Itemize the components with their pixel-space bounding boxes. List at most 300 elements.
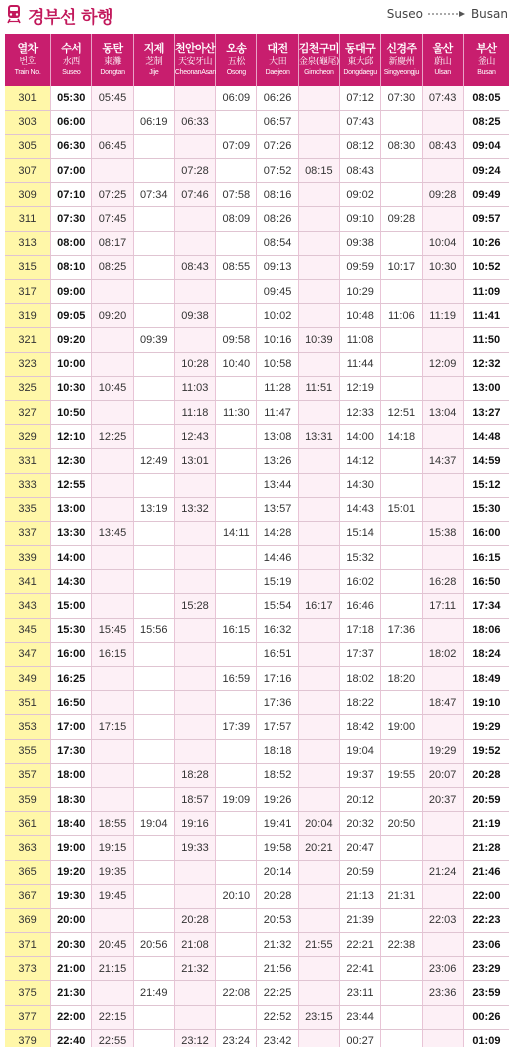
departure-time-cell: 12:10	[51, 425, 92, 449]
departure-time-cell: 22:00	[51, 1005, 92, 1029]
stop-time-cell: 06:19	[133, 110, 174, 134]
stop-time-cell	[381, 280, 422, 304]
stop-time-cell	[133, 159, 174, 183]
departure-time-cell: 13:30	[51, 521, 92, 545]
table-row	[5, 86, 509, 110]
arrival-time-cell: 19:52	[463, 739, 509, 763]
stop-time-cell	[133, 207, 174, 231]
departure-time-cell: 14:30	[51, 570, 92, 594]
stop-time-cell	[92, 159, 133, 183]
arrival-time-cell: 11:41	[463, 304, 509, 328]
stop-time-cell	[174, 642, 215, 666]
train-number-cell: 315	[5, 255, 51, 279]
stop-time-cell	[174, 691, 215, 715]
header-label-hanja: 水西	[62, 57, 80, 67]
stop-time-cell	[422, 836, 463, 860]
table-row	[5, 618, 509, 642]
stop-time-cell: 17:15	[92, 715, 133, 739]
stop-time-cell: 18:28	[174, 763, 215, 787]
stop-time-cell: 23:06	[422, 957, 463, 981]
stop-time-cell: 19:35	[92, 860, 133, 884]
stop-time-cell: 11:08	[339, 328, 380, 352]
stop-time-cell	[298, 763, 339, 787]
train-number-cell: 333	[5, 473, 51, 497]
stop-time-cell	[174, 521, 215, 545]
stop-time-cell: 20:45	[92, 933, 133, 957]
stop-time-cell: 22:38	[381, 933, 422, 957]
stop-time-cell: 07:43	[422, 86, 463, 110]
stop-time-cell: 10:39	[298, 328, 339, 352]
header-label-hanja: 번호	[19, 57, 36, 67]
stop-time-cell: 15:28	[174, 594, 215, 618]
header-bar	[0, 0, 514, 30]
header-label-en: CheonanAsan	[174, 69, 216, 76]
stop-time-cell	[422, 884, 463, 908]
stop-time-cell: 09:58	[216, 328, 257, 352]
departure-time-cell: 05:30	[51, 86, 92, 110]
table-row	[5, 1029, 509, 1047]
table-row	[5, 449, 509, 473]
arrival-time-cell: 11:09	[463, 280, 509, 304]
train-number-cell: 311	[5, 207, 51, 231]
table-row	[5, 812, 509, 836]
stop-time-cell: 14:28	[257, 521, 298, 545]
stop-time-cell: 22:08	[216, 981, 257, 1005]
stop-time-cell	[133, 1029, 174, 1047]
stop-time-cell: 15:45	[92, 618, 133, 642]
stop-time-cell	[133, 787, 174, 811]
train-number-cell: 323	[5, 352, 51, 376]
direction-indicator	[387, 7, 508, 21]
header-label-hanja: 釜山	[477, 57, 495, 67]
stop-time-cell	[216, 376, 257, 400]
train-number-cell: 347	[5, 642, 51, 666]
stop-time-cell	[174, 860, 215, 884]
stop-time-cell	[133, 425, 174, 449]
train-number-cell: 351	[5, 691, 51, 715]
stop-time-cell: 08:26	[257, 207, 298, 231]
arrival-time-cell: 23:06	[463, 933, 509, 957]
stop-time-cell	[174, 546, 215, 570]
stop-time-cell	[298, 521, 339, 545]
stop-time-cell: 10:30	[422, 255, 463, 279]
stop-time-cell: 18:02	[422, 642, 463, 666]
stop-time-cell: 00:27	[339, 1029, 380, 1047]
stop-time-cell	[298, 715, 339, 739]
arrival-time-cell: 18:49	[463, 667, 509, 691]
stop-time-cell	[92, 787, 133, 811]
stop-time-cell	[133, 860, 174, 884]
stop-time-cell	[174, 328, 215, 352]
stop-time-cell: 19:58	[257, 836, 298, 860]
stop-time-cell	[422, 497, 463, 521]
stop-time-cell	[422, 280, 463, 304]
stop-time-cell: 21:15	[92, 957, 133, 981]
table-row	[5, 207, 509, 231]
table-row	[5, 255, 509, 279]
departure-time-cell: 18:00	[51, 763, 92, 787]
stop-time-cell: 07:26	[257, 134, 298, 158]
stop-time-cell	[92, 449, 133, 473]
stop-time-cell	[92, 981, 133, 1005]
stop-time-cell	[381, 231, 422, 255]
stop-time-cell: 21:13	[339, 884, 380, 908]
stop-time-cell: 09:38	[174, 304, 215, 328]
header-label-en: Dongtan	[100, 69, 125, 76]
departure-time-cell: 17:30	[51, 739, 92, 763]
table-row	[5, 183, 509, 207]
stop-time-cell: 12:51	[381, 400, 422, 424]
stop-time-cell	[92, 280, 133, 304]
departure-time-cell: 12:55	[51, 473, 92, 497]
table-row	[5, 691, 509, 715]
train-number-cell: 307	[5, 159, 51, 183]
stop-time-cell	[381, 473, 422, 497]
stop-time-cell: 21:55	[298, 933, 339, 957]
header-label-ko: 동대구	[345, 42, 376, 55]
stop-time-cell	[381, 981, 422, 1005]
stop-time-cell	[381, 159, 422, 183]
stop-time-cell	[174, 134, 215, 158]
stop-time-cell: 16:46	[339, 594, 380, 618]
train-number-cell: 337	[5, 521, 51, 545]
stop-time-cell	[422, 110, 463, 134]
stop-time-cell: 14:00	[339, 425, 380, 449]
stop-time-cell: 09:10	[339, 207, 380, 231]
stop-time-cell	[298, 280, 339, 304]
table-row	[5, 642, 509, 666]
stop-time-cell	[422, 159, 463, 183]
stop-time-cell: 13:26	[257, 449, 298, 473]
arrival-time-cell: 11:50	[463, 328, 509, 352]
stop-time-cell: 12:25	[92, 425, 133, 449]
stop-time-cell	[216, 957, 257, 981]
stop-time-cell	[216, 933, 257, 957]
stop-time-cell: 19:16	[174, 812, 215, 836]
stop-time-cell	[174, 207, 215, 231]
departure-time-cell: 19:20	[51, 860, 92, 884]
arrival-time-cell: 12:32	[463, 352, 509, 376]
header-label-en: Dongdaegu	[343, 69, 377, 76]
header-label-ko: 대전	[267, 42, 288, 55]
stop-time-cell: 14:30	[339, 473, 380, 497]
stop-time-cell: 09:59	[339, 255, 380, 279]
stop-time-cell: 17:37	[339, 642, 380, 666]
stop-time-cell: 11:03	[174, 376, 215, 400]
stop-time-cell: 15:56	[133, 618, 174, 642]
stop-time-cell: 19:41	[257, 812, 298, 836]
stop-time-cell	[298, 908, 339, 932]
stop-time-cell: 21:08	[174, 933, 215, 957]
stop-time-cell: 23:24	[216, 1029, 257, 1047]
stop-time-cell	[133, 376, 174, 400]
train-number-cell: 331	[5, 449, 51, 473]
stop-time-cell: 20:04	[298, 812, 339, 836]
stop-time-cell	[298, 473, 339, 497]
stop-time-cell	[298, 546, 339, 570]
stop-time-cell	[216, 449, 257, 473]
stop-time-cell: 07:12	[339, 86, 380, 110]
stop-time-cell: 19:04	[133, 812, 174, 836]
table-row	[5, 836, 509, 860]
table-row	[5, 957, 509, 981]
stop-time-cell: 08:09	[216, 207, 257, 231]
departure-time-cell: 09:20	[51, 328, 92, 352]
stop-time-cell: 23:12	[174, 1029, 215, 1047]
stop-time-cell: 07:30	[381, 86, 422, 110]
stop-time-cell	[216, 280, 257, 304]
stop-time-cell	[216, 473, 257, 497]
stop-time-cell: 21:32	[174, 957, 215, 981]
stop-time-cell: 22:55	[92, 1029, 133, 1047]
stop-time-cell	[381, 908, 422, 932]
stop-time-cell: 22:03	[422, 908, 463, 932]
stop-time-cell	[216, 231, 257, 255]
header-label-en: Suseo	[62, 69, 81, 76]
stop-time-cell	[298, 352, 339, 376]
stop-time-cell: 13:08	[257, 425, 298, 449]
table-row	[5, 304, 509, 328]
arrival-time-cell: 01:09	[463, 1029, 509, 1047]
stop-time-cell: 11:44	[339, 352, 380, 376]
train-number-cell: 353	[5, 715, 51, 739]
stop-time-cell	[381, 594, 422, 618]
arrival-time-cell: 17:34	[463, 594, 509, 618]
column-header-station	[422, 34, 463, 86]
stop-time-cell	[381, 787, 422, 811]
stop-time-cell: 22:25	[257, 981, 298, 1005]
stop-time-cell	[381, 183, 422, 207]
header-label-hanja: 新慶州	[388, 57, 415, 67]
train-number-cell: 367	[5, 884, 51, 908]
stop-time-cell: 08:17	[92, 231, 133, 255]
departure-time-cell: 14:00	[51, 546, 92, 570]
stop-time-cell	[133, 473, 174, 497]
table-row	[5, 594, 509, 618]
stop-time-cell: 09:28	[381, 207, 422, 231]
stop-time-cell: 15:19	[257, 570, 298, 594]
stop-time-cell: 08:16	[257, 183, 298, 207]
header-label-hanja: 大田	[269, 57, 287, 67]
header-label-en: Jije	[149, 69, 159, 76]
stop-time-cell	[381, 691, 422, 715]
train-number-cell: 321	[5, 328, 51, 352]
stop-time-cell	[381, 642, 422, 666]
stop-time-cell	[381, 860, 422, 884]
header-label-ko: 부산	[476, 42, 497, 55]
column-header-station	[463, 34, 509, 86]
stop-time-cell	[216, 570, 257, 594]
stop-time-cell	[381, 570, 422, 594]
stop-time-cell	[216, 763, 257, 787]
stop-time-cell	[298, 570, 339, 594]
stop-time-cell: 13:44	[257, 473, 298, 497]
table-row	[5, 134, 509, 158]
stop-time-cell: 18:22	[339, 691, 380, 715]
column-header-station	[298, 34, 339, 86]
stop-time-cell: 06:33	[174, 110, 215, 134]
stop-time-cell: 09:20	[92, 304, 133, 328]
train-number-cell: 341	[5, 570, 51, 594]
train-number-cell: 359	[5, 787, 51, 811]
arrival-time-cell: 15:12	[463, 473, 509, 497]
stop-time-cell: 20:53	[257, 908, 298, 932]
stop-time-cell: 08:30	[381, 134, 422, 158]
stop-time-cell	[298, 860, 339, 884]
stop-time-cell: 19:26	[257, 787, 298, 811]
stop-time-cell: 19:37	[339, 763, 380, 787]
departure-time-cell: 16:50	[51, 691, 92, 715]
train-number-cell: 309	[5, 183, 51, 207]
stop-time-cell	[216, 812, 257, 836]
stop-time-cell: 17:36	[257, 691, 298, 715]
stop-time-cell	[92, 691, 133, 715]
stop-time-cell: 14:11	[216, 521, 257, 545]
stop-time-cell	[298, 255, 339, 279]
arrival-time-cell: 15:30	[463, 497, 509, 521]
stop-time-cell: 10:17	[381, 255, 422, 279]
header-label-hanja: 金泉(龜尾)	[298, 57, 339, 67]
stop-time-cell	[133, 642, 174, 666]
stop-time-cell	[133, 304, 174, 328]
stop-time-cell: 05:45	[92, 86, 133, 110]
train-number-cell: 379	[5, 1029, 51, 1047]
stop-time-cell: 21:32	[257, 933, 298, 957]
arrival-time-cell: 16:00	[463, 521, 509, 545]
header-label-hanja: 東灘	[104, 57, 122, 67]
stop-time-cell	[92, 763, 133, 787]
stop-time-cell: 18:52	[257, 763, 298, 787]
table-row	[5, 521, 509, 545]
header-label-en: Gimcheon	[304, 69, 334, 76]
table-row	[5, 860, 509, 884]
departure-time-cell: 15:30	[51, 618, 92, 642]
column-header-station	[339, 34, 380, 86]
stop-time-cell	[422, 812, 463, 836]
stop-time-cell: 16:32	[257, 618, 298, 642]
column-header-station	[381, 34, 422, 86]
header-label-hanja: 芝制	[145, 57, 163, 67]
stop-time-cell	[298, 134, 339, 158]
stop-time-cell	[174, 280, 215, 304]
arrival-time-cell: 13:00	[463, 376, 509, 400]
stop-time-cell: 16:02	[339, 570, 380, 594]
stop-time-cell: 16:15	[216, 618, 257, 642]
stop-time-cell	[92, 667, 133, 691]
stop-time-cell	[216, 642, 257, 666]
timetable	[5, 34, 509, 1047]
stop-time-cell: 09:45	[257, 280, 298, 304]
stop-time-cell	[92, 328, 133, 352]
stop-time-cell	[298, 400, 339, 424]
stop-time-cell: 08:55	[216, 255, 257, 279]
train-number-cell: 305	[5, 134, 51, 158]
header-label-hanja: 蔚山	[434, 57, 452, 67]
stop-time-cell	[133, 546, 174, 570]
stop-time-cell	[92, 739, 133, 763]
train-number-cell: 317	[5, 280, 51, 304]
stop-time-cell: 20:07	[422, 763, 463, 787]
stop-time-cell	[422, 667, 463, 691]
stop-time-cell	[422, 933, 463, 957]
stop-time-cell	[216, 159, 257, 183]
arrival-time-cell: 10:26	[463, 231, 509, 255]
departure-time-cell: 07:00	[51, 159, 92, 183]
stop-time-cell: 15:14	[339, 521, 380, 545]
train-number-cell: 365	[5, 860, 51, 884]
arrival-time-cell: 08:05	[463, 86, 509, 110]
stop-time-cell: 08:43	[339, 159, 380, 183]
stop-time-cell	[381, 449, 422, 473]
stop-time-cell	[298, 691, 339, 715]
stop-time-cell	[422, 207, 463, 231]
stop-time-cell: 14:43	[339, 497, 380, 521]
timetable-body	[5, 86, 509, 1047]
stop-time-cell: 11:51	[298, 376, 339, 400]
stop-time-cell: 06:45	[92, 134, 133, 158]
stop-time-cell	[133, 836, 174, 860]
table-row	[5, 473, 509, 497]
departure-time-cell: 10:50	[51, 400, 92, 424]
stop-time-cell: 16:15	[92, 642, 133, 666]
train-number-cell: 369	[5, 908, 51, 932]
stop-time-cell: 11:47	[257, 400, 298, 424]
stop-time-cell: 07:52	[257, 159, 298, 183]
stop-time-cell	[92, 908, 133, 932]
header-label-ko: 지제	[143, 42, 164, 55]
stop-time-cell	[216, 739, 257, 763]
arrival-time-cell: 13:27	[463, 400, 509, 424]
stop-time-cell	[298, 86, 339, 110]
departure-time-cell: 12:30	[51, 449, 92, 473]
stop-time-cell: 07:43	[339, 110, 380, 134]
stop-time-cell: 19:15	[92, 836, 133, 860]
stop-time-cell: 10:40	[216, 352, 257, 376]
stop-time-cell	[298, 1029, 339, 1047]
stop-time-cell: 13:32	[174, 497, 215, 521]
stop-time-cell: 08:54	[257, 231, 298, 255]
stop-time-cell: 18:55	[92, 812, 133, 836]
stop-time-cell	[381, 1029, 422, 1047]
header-label-hanja: 天安牙山	[178, 57, 213, 67]
stop-time-cell: 08:12	[339, 134, 380, 158]
header-label-ko: 울산	[432, 42, 453, 55]
stop-time-cell: 09:13	[257, 255, 298, 279]
column-header-station	[257, 34, 298, 86]
arrival-time-cell: 19:29	[463, 715, 509, 739]
table-row	[5, 425, 509, 449]
stop-time-cell	[381, 836, 422, 860]
stop-time-cell: 06:09	[216, 86, 257, 110]
train-number-cell: 377	[5, 1005, 51, 1029]
header-label-en: Daejeon	[265, 69, 290, 76]
table-row	[5, 715, 509, 739]
stop-time-cell: 23:15	[298, 1005, 339, 1029]
stop-time-cell: 20:32	[339, 812, 380, 836]
departure-time-cell: 22:40	[51, 1029, 92, 1047]
arrival-time-cell: 22:00	[463, 884, 509, 908]
stop-time-cell: 21:39	[339, 908, 380, 932]
stop-time-cell: 08:25	[92, 255, 133, 279]
stop-time-cell: 18:47	[422, 691, 463, 715]
stop-time-cell: 12:33	[339, 400, 380, 424]
stop-time-cell	[174, 667, 215, 691]
arrival-time-cell: 09:04	[463, 134, 509, 158]
stop-time-cell	[298, 884, 339, 908]
table-row	[5, 497, 509, 521]
stop-time-cell: 17:11	[422, 594, 463, 618]
stop-time-cell: 09:39	[133, 328, 174, 352]
